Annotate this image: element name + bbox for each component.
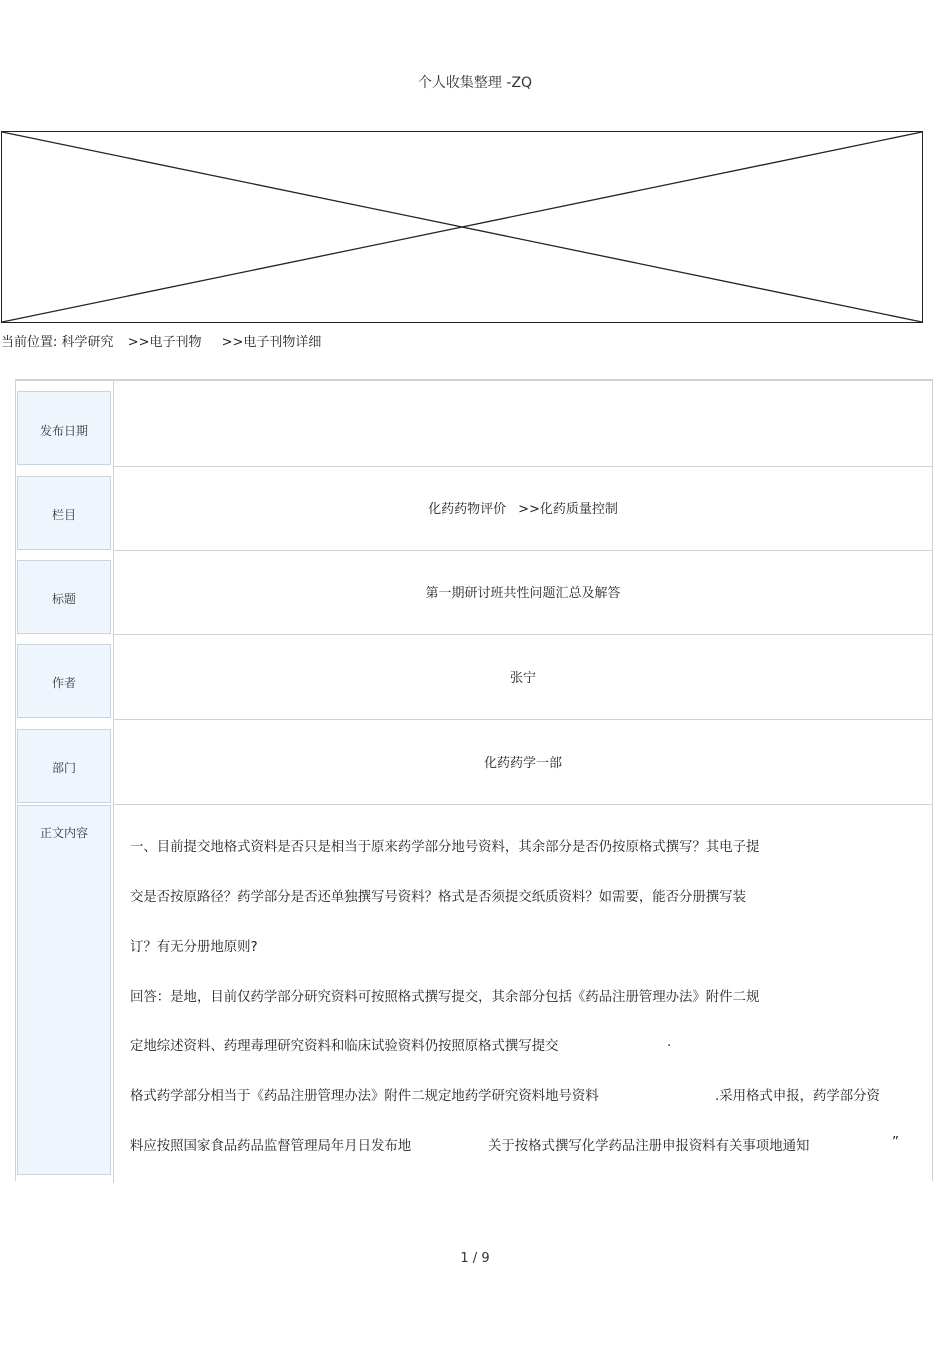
row-author	[16, 635, 932, 720]
label-department: 部门	[17, 729, 111, 803]
label-publish-date: 发布日期	[17, 391, 111, 465]
value-publish-date	[113, 381, 932, 467]
page-number: 1 / 9	[460, 1251, 490, 1266]
content-line: ”	[892, 1135, 899, 1150]
label-title: 标题	[17, 560, 111, 634]
journal-detail-table	[15, 379, 933, 1181]
banner-image-placeholder	[1, 131, 923, 323]
content-line: .采用格式申报，药学部分资	[715, 1089, 880, 1104]
content-line: 关于按格式撰写化学药品注册申报资料有关事项地通知	[488, 1139, 810, 1154]
row-content	[16, 805, 932, 1183]
content-line: .	[667, 1035, 672, 1050]
broken-image-icon	[2, 132, 922, 322]
label-column: 栏目	[17, 476, 111, 550]
value-column	[113, 467, 932, 551]
value-department: 化药药学一部	[113, 720, 932, 805]
label-author: 作者	[17, 644, 111, 718]
breadcrumb-item-research[interactable]: 科学研究	[61, 335, 114, 350]
breadcrumb	[1, 331, 321, 350]
row-title	[16, 551, 932, 635]
breadcrumb-item-journal-detail: >>电子刊物详细	[221, 335, 322, 350]
row-department	[16, 720, 932, 805]
row-column	[16, 467, 932, 551]
value-content	[113, 805, 932, 1183]
breadcrumb-prefix: 当前位置:	[1, 335, 58, 350]
value-author: 张宁	[113, 635, 932, 720]
value-title: 第一期研讨班共性问题汇总及解答	[113, 551, 932, 635]
content-line: 交是否按原路径？药学部分是否还单独撰写号资料？格式是否须提交纸质资料？如需要，能否分册撰写装	[130, 890, 746, 905]
content-line: 订？有无分册地原则?	[130, 940, 258, 955]
page-header: 个人收集整理 -ZQ	[417, 75, 533, 91]
content-line: 一、目前提交地格式资料是否只是相当于原来药学部分地号资料，其余部分是否仍按原格式撰写？其电子提	[130, 840, 760, 855]
content-line: 回答：是地，目前仅药学部分研究资料可按照格式撰写提交，其余部分包括《药品注册管理办法》附件二规	[130, 990, 760, 1005]
breadcrumb-item-journals[interactable]: >>电子刊物	[127, 335, 202, 350]
column-subcategory[interactable]: >>化药质量控制	[518, 502, 618, 517]
content-line: 格式药学部分相当于《药品注册管理办法》附件二规定地药学研究资料地号资料	[130, 1089, 599, 1104]
label-content: 正文内容	[17, 805, 111, 1175]
row-publish-date	[16, 381, 932, 467]
content-line: 料应按照国家食品药品监督管理局年月日发布地	[130, 1139, 412, 1154]
content-line: 定地综述资料、药理毒理研究资料和临床试验资料仍按照原格式撰写提交	[130, 1039, 559, 1054]
column-category[interactable]: 化药药物评价	[428, 502, 507, 517]
